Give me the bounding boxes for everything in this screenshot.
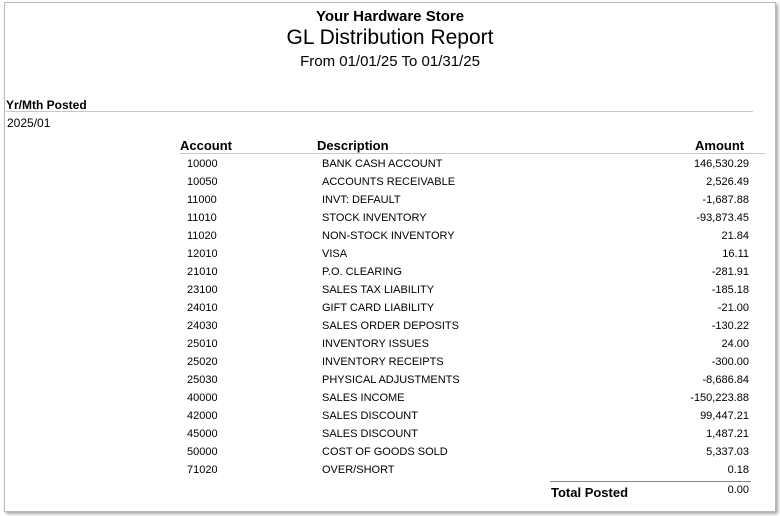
account-cell: 10000 [187,158,218,170]
store-name: Your Hardware Store [315,8,465,25]
table-row [5,337,775,355]
table-row [5,409,775,427]
amount-cell: -1,687.88 [702,194,749,206]
amount-cell: 2,526.49 [706,176,749,188]
description-cell: P.O. CLEARING [322,266,402,278]
account-cell: 24030 [187,320,218,332]
column-header-account: Account [180,138,232,153]
table-row [5,301,775,319]
amount-cell: -93,873.45 [696,212,749,224]
table-row [5,229,775,247]
account-cell: 11010 [187,212,217,224]
description-cell: INVT: DEFAULT [322,194,401,206]
table-row [5,463,775,481]
table-row [5,247,775,265]
description-cell: ACCOUNTS RECEIVABLE [322,176,456,188]
account-cell: 12010 [187,248,218,260]
amount-cell: 5,337.03 [706,446,749,458]
table-row [5,373,775,391]
account-cell: 25020 [187,356,218,368]
column-header-description: Description [317,138,389,153]
amount-cell: -185.18 [711,284,749,296]
table-row [5,427,775,445]
amount-cell: -150,223.88 [690,392,749,404]
description-cell: NON-STOCK INVENTORY [322,230,455,242]
group-value: 2025/01 [7,116,51,130]
account-cell: 25010 [187,338,218,350]
description-cell: GIFT CARD LIABILITY [322,302,435,314]
amount-cell: 1,487.21 [706,428,749,440]
total-posted-label: Total Posted [551,485,629,500]
description-cell: INVENTORY RECEIPTS [322,356,444,368]
table-row [5,445,775,463]
table-row [5,319,775,337]
amount-cell: -300.00 [711,356,749,368]
amount-cell: -130.22 [711,320,749,332]
account-cell: 21010 [187,266,218,278]
account-cell: 40000 [187,392,218,404]
table-row [5,211,775,229]
description-cell: SALES ORDER DEPOSITS [322,320,459,332]
description-cell: PHYSICAL ADJUSTMENTS [322,374,460,386]
description-cell: STOCK INVENTORY [322,212,427,224]
table-row [5,265,775,283]
report-title: GL Distribution Report [286,26,494,49]
account-cell: 45000 [187,428,218,440]
amount-cell: 21.84 [721,230,749,242]
table-row [5,391,775,409]
amount-cell: -281.91 [711,266,749,278]
account-cell: 25030 [187,374,218,386]
description-cell: SALES INCOME [322,392,405,404]
report-page [4,2,776,512]
description-cell: SALES DISCOUNT [322,428,418,440]
amount-cell: -21.00 [717,302,749,314]
description-cell: COST OF GOODS SOLD [322,446,448,458]
date-range: From 01/01/25 To 01/31/25 [300,53,480,70]
total-divider [550,481,751,482]
account-cell: 11000 [187,194,217,206]
header-divider [180,153,765,154]
amount-cell: 0.18 [727,464,749,476]
column-header-amount: Amount [695,138,745,153]
description-cell: OVER/SHORT [322,464,395,476]
table-row [5,175,775,193]
amount-cell: 146,530.29 [693,158,749,170]
table-row [5,157,775,175]
description-cell: SALES TAX LIABILITY [322,284,435,296]
amount-cell: 24.00 [721,338,749,350]
account-cell: 71020 [187,464,218,476]
group-header: Yr/Mth Posted [6,98,87,112]
amount-cell: 16.11 [722,248,749,260]
account-cell: 23100 [187,284,218,296]
description-cell: VISA [322,248,348,260]
distribution-table [5,157,775,481]
account-cell: 24010 [187,302,218,314]
description-cell: SALES DISCOUNT [322,410,418,422]
account-cell: 10050 [187,176,218,188]
description-cell: INVENTORY ISSUES [322,338,429,350]
table-row [5,283,775,301]
amount-cell: -8,686.84 [702,374,749,386]
total-posted-value: 0.00 [727,484,749,496]
account-cell: 42000 [187,410,218,422]
account-cell: 50000 [187,446,218,458]
table-row [5,193,775,211]
amount-cell: 99,447.21 [700,410,749,422]
description-cell: BANK CASH ACCOUNT [322,158,443,170]
account-cell: 11020 [187,230,217,242]
table-row [5,355,775,373]
group-divider [6,111,753,112]
